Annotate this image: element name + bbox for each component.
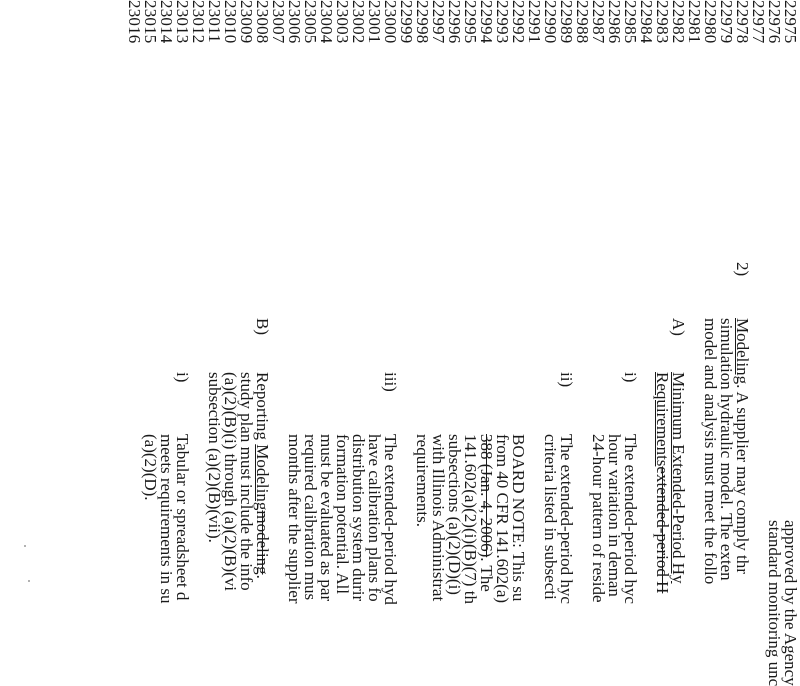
body-line-23009: study plan must include the info [237,372,256,591]
line-number: 23006 [285,0,304,44]
line-number: 22985 [621,0,640,44]
body-line-22980: model and analysis must meet the follo [701,318,720,585]
line-number: 22991 [525,0,544,44]
line-number: 23003 [333,0,352,44]
body-line-22997: with Illinois Administrat [429,434,448,602]
line-number: 22984 [637,0,656,44]
line-number: 22977 [749,0,768,44]
line-number: 23012 [189,0,208,44]
body-line-23005: required calibration mus [301,434,320,601]
item-marker-i-2: i) [173,372,192,383]
body-line-22994: 388 (Jan. 4, 2006). The [477,434,496,592]
line-number: 22976 [765,0,784,44]
line-number: 22980 [701,0,720,44]
body-line-23001: have calibration plans fo [365,434,384,602]
body-line-22976: standard monitoring unc [765,520,784,686]
body-line-23013: Tabular or spreadsheet d [173,434,192,601]
line-number: 23013 [173,0,192,44]
line-number: 23011 [205,0,224,43]
item-marker-ii: ii) [557,372,576,388]
line-number: 23009 [237,0,256,44]
line-number: 23005 [301,0,320,44]
line-number: 23015 [141,0,160,44]
line-number: 22990 [541,0,560,44]
line-number: 22986 [605,0,624,44]
body-line-23015: (a)(2)(D). [141,434,160,501]
line-number: 23004 [317,0,336,44]
scan-speck [28,580,30,582]
line-number: 22989 [557,0,576,44]
line-number: 22979 [717,0,736,44]
line-number: 22982 [669,0,688,44]
body-line-22979: simulation hydraulic model. The exten [717,318,736,581]
line-number: 22988 [573,0,592,44]
line-number: 23007 [269,0,288,44]
body-line-22990: criteria listed in subsecti [541,434,560,600]
item-marker-A: A) [669,318,688,336]
body-line-23010: (a)(2)(B)(i) through (a)(2)(B)(vi [221,372,240,592]
item-marker-B: B) [253,318,272,335]
body-line-22982: Minimum Extended-Period Hy [669,372,688,584]
line-number: 23000 [381,0,400,44]
line-number: 23001 [365,0,384,44]
body-line-22987: 24-hour pattern of reside [589,434,608,603]
body-line-22992: BOARD NOTE: This su [509,434,528,602]
body-line-22975: approved by the Agency [781,520,800,686]
line-number: 22996 [445,0,464,44]
line-number: 23008 [253,0,272,44]
line-number: 22983 [653,0,672,44]
body-line-23006: months after the supplier [285,434,304,604]
item-marker-i: i) [621,372,640,383]
line-number: 22978 [733,0,752,44]
line-number: 22987 [589,0,608,44]
line-number: 22999 [397,0,416,44]
body-line-23008: Reporting Modelingmodeling. [253,372,272,579]
line-number: 22993 [493,0,512,44]
body-line-23002: distribution system durir [349,434,368,602]
line-number: 23002 [349,0,368,44]
body-line-23014: meets requirements in su [157,434,176,604]
line-number: 22981 [685,0,704,44]
line-number: 22995 [461,0,480,44]
body-line-22983: Requirementsextended-period H [653,372,672,594]
body-line-22985: The extended-period hyc [621,434,640,604]
body-line-22998: requirements. [413,434,432,527]
line-number: 22992 [509,0,528,44]
body-line-22989: The extended-period hyc [557,434,576,604]
line-number: 23014 [157,0,176,44]
body-line-23004: must be evaluated as par [317,434,336,602]
body-line-22993: from 40 CFR 141.602(a) [493,434,512,604]
item-marker-2: 2) [733,262,752,277]
body-line-23003: formation potential. All [333,434,352,595]
line-number: 22975 [781,0,800,44]
scan-speck [24,545,26,547]
body-line-22986: hour variation in deman [605,434,624,597]
line-number: 23016 [125,0,144,44]
body-line-22996: subsections (a)(2)(D)(i) [445,434,464,595]
line-number: 23010 [221,0,240,44]
line-number: 22994 [477,0,496,44]
line-number: 22998 [413,0,432,44]
line-number: 22997 [429,0,448,44]
body-line-23011: subsection (a)(2)(B)(vii). [205,372,224,543]
body-line-23000: The extended-period hyd [381,434,400,605]
body-line-22978: Modeling. A supplier may comply thr [733,318,752,574]
item-marker-iii: iii) [381,372,400,392]
body-line-22995: 141.602(a)(2)(i)(B)(7) th [461,434,480,604]
